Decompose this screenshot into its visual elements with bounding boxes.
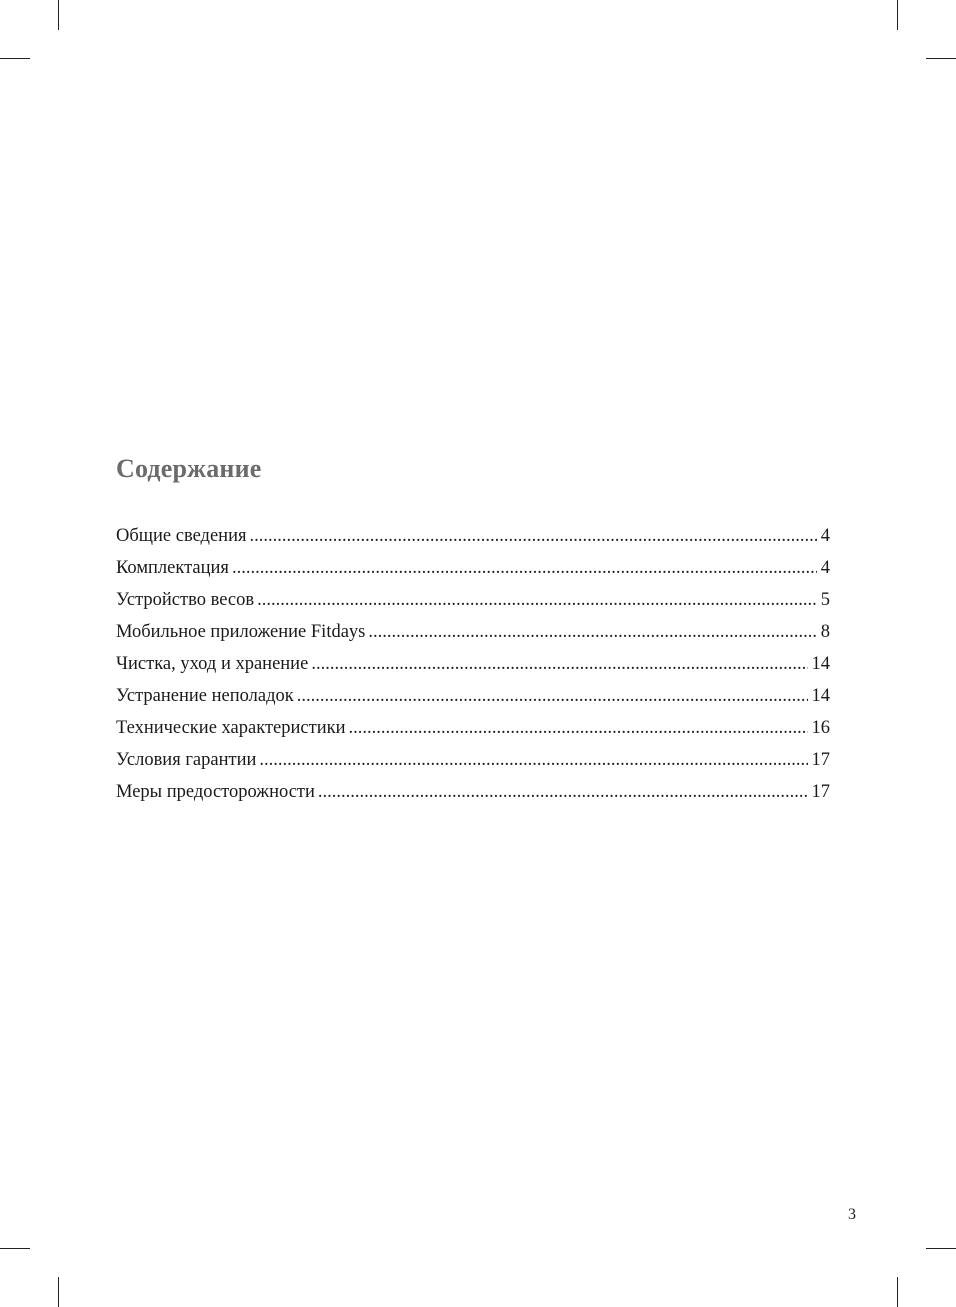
page-number: 3: [848, 1206, 856, 1223]
toc-entry-label: Мобильное приложение Fitdays: [116, 622, 366, 642]
toc-entry[interactable]: [116, 683, 830, 715]
toc-entry-page: 4: [820, 558, 830, 578]
toc-leader-dots: [250, 523, 817, 549]
toc-entry-page: 14: [811, 686, 830, 706]
toc-entry[interactable]: [116, 651, 830, 683]
toc-entry-label: Меры предосторожности: [116, 782, 315, 802]
toc-leader-dots: [232, 555, 817, 581]
toc-leader-dots: [297, 683, 808, 709]
toc-title: Содержание: [116, 454, 262, 483]
crop-mark-top-right-horizontal: [926, 58, 956, 59]
toc-entry-page: 4: [820, 526, 830, 546]
toc-entry[interactable]: [116, 619, 830, 651]
crop-mark-top-left-horizontal: [0, 58, 30, 59]
toc-entry[interactable]: [116, 523, 830, 555]
toc-entry-label: Чистка, уход и хранение: [116, 654, 309, 674]
toc-entry[interactable]: [116, 747, 830, 779]
toc-entry[interactable]: [116, 715, 830, 747]
crop-mark-top-left-vertical: [58, 0, 59, 30]
toc-entry-page: 17: [811, 782, 830, 802]
toc-leader-dots: [318, 779, 808, 805]
toc-entry-label: Технические характеристики: [116, 718, 346, 738]
toc-entry-label: Устройство весов: [116, 590, 255, 610]
toc-leader-dots: [368, 619, 816, 645]
crop-mark-bottom-left-horizontal: [0, 1248, 30, 1249]
toc-leader-dots: [259, 747, 807, 773]
toc-list: [116, 523, 830, 811]
toc-leader-dots: [311, 651, 807, 677]
toc-entry-page: 14: [811, 654, 830, 674]
toc-entry-page: 8: [820, 622, 830, 642]
toc-entry-page: 17: [811, 750, 830, 770]
toc-leader-dots: [257, 587, 817, 613]
toc-entry-label: Условия гарантии: [116, 750, 257, 770]
toc-entry-page: 5: [820, 590, 830, 610]
toc-leader-dots: [348, 715, 807, 741]
toc-entry-page: 16: [811, 718, 830, 738]
toc-entry-label: Комплектация: [116, 558, 229, 578]
toc-entry-label: Общие сведения: [116, 526, 247, 546]
toc-entry[interactable]: [116, 555, 830, 587]
toc-entry-label: Устранение неполадок: [116, 686, 294, 706]
crop-mark-top-right-vertical: [897, 0, 898, 30]
crop-mark-bottom-right-vertical: [897, 1277, 898, 1307]
crop-mark-bottom-left-vertical: [58, 1277, 59, 1307]
crop-mark-bottom-right-horizontal: [926, 1248, 956, 1249]
toc-entry[interactable]: [116, 779, 830, 811]
toc-entry[interactable]: [116, 587, 830, 619]
